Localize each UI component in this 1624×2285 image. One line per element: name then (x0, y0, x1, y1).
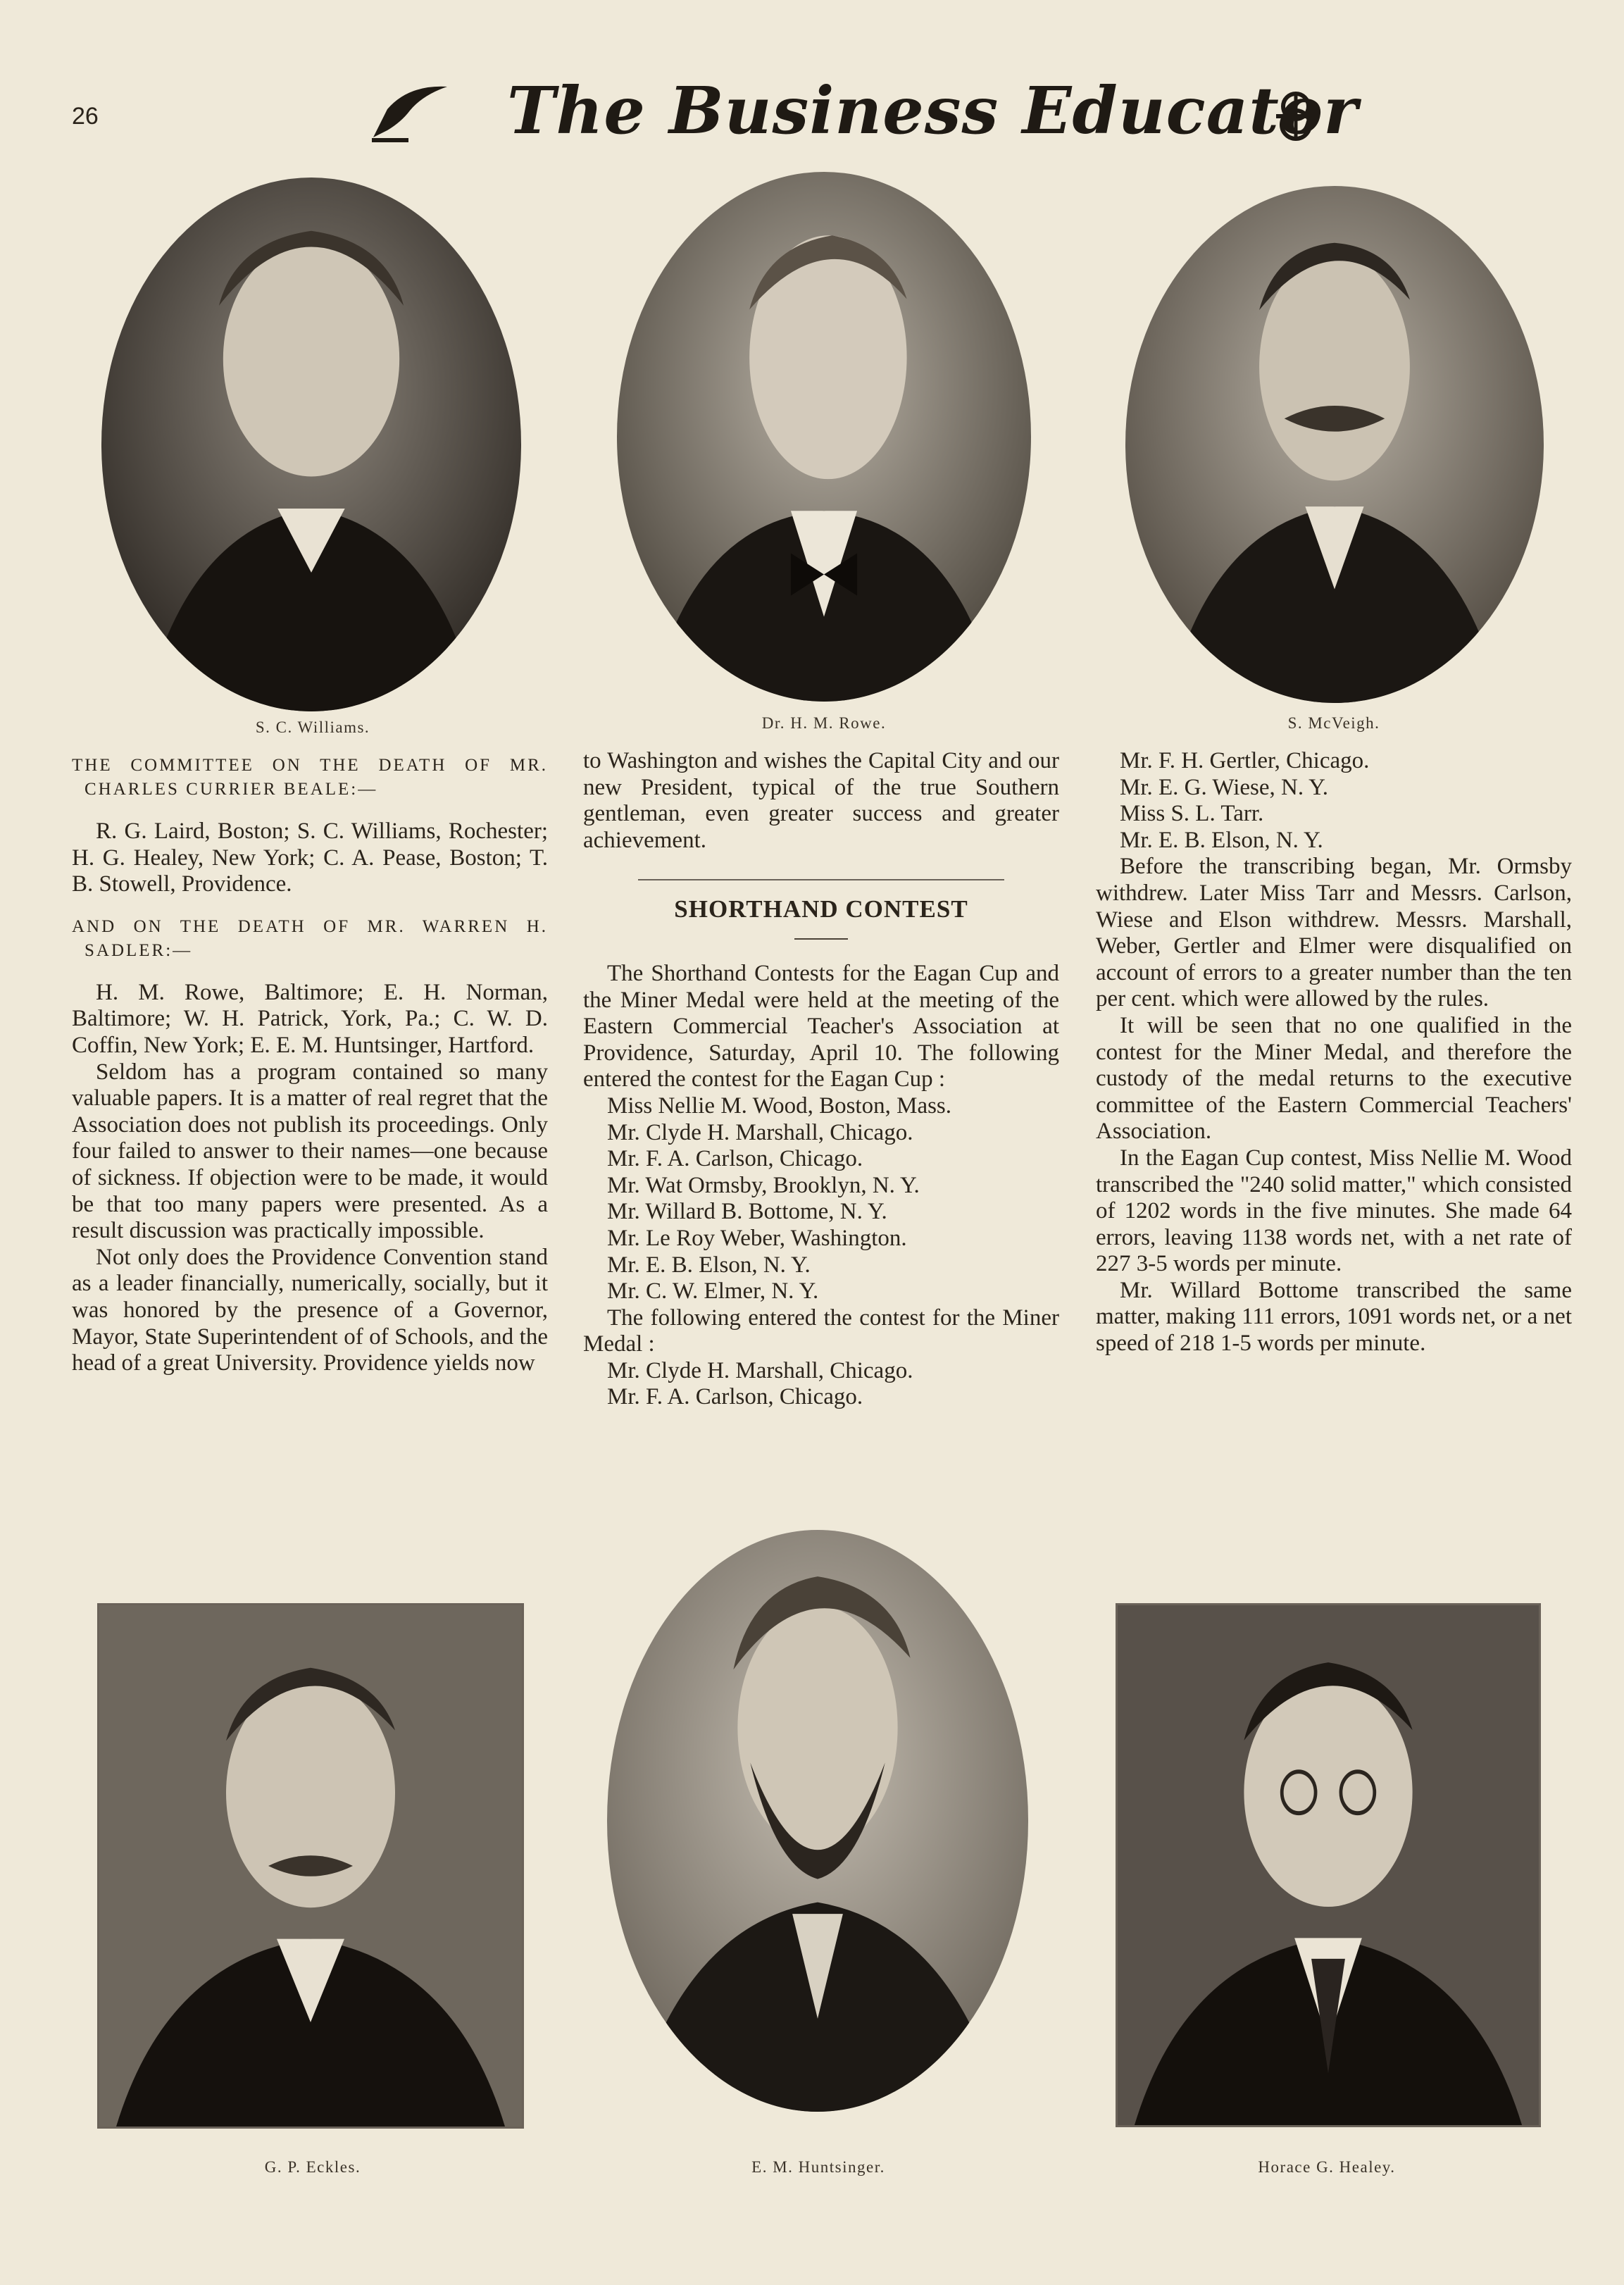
eagan-entrant: Mr. Le Roy Weber, Washington. (607, 1225, 907, 1251)
quill-icon (366, 81, 451, 144)
committee-heading-sadler: AND ON THE DEATH OF MR. WARREN H. SADLER:— (72, 916, 548, 960)
page-number: 26 (72, 103, 99, 130)
article-column-left (72, 754, 548, 1377)
section-divider (638, 879, 1004, 880)
eagan-entrant: Mr. Clyde H. Marshall, Chicago. (607, 1119, 913, 1145)
paragraph-bottome-result: Mr. Willard Bottome transcribed the same matter, making 111 errors, 1091 words net, or a net speed of 218 1-5 words per minute. (1096, 1277, 1572, 1357)
committee-heading-beale: THE COMMITTEE ON THE DEATH OF MR. CHARLES CURRIER BEALE:— (72, 756, 548, 799)
right-entrant: Miss S. L. Tarr. (1120, 801, 1264, 827)
section-heading: SHORTHAND CONTEST (674, 895, 968, 923)
paragraph-eagan-result: In the Eagan Cup contest, Miss Nellie M. Wood transcribed the "240 solid matter," which consisted of 1202 words in the five minutes. She made 64 errors, leaving 1138 words net, with a net rate of 227 3-5 words per minute. (1096, 1145, 1572, 1277)
right-entrant: Mr. E. G. Wiese, N. Y. (1120, 774, 1328, 800)
article-column-middle (583, 748, 1059, 1411)
paragraph-providence: Not only does the Providence Convention stand as a leader financially, numerically, socially, but it was honored by the presence of a Governor, Mayor, State Superintendent of of Schools, and the head of a great University. Providence yields now (72, 1244, 548, 1376)
eagan-entrant: Mr. Wat Ormsby, Brooklyn, N. Y. (607, 1172, 920, 1198)
portrait-williams (101, 178, 521, 711)
committee-members-sadler: H. M. Rowe, Baltimore; E. H. Norman, Baltimore; W. H. Patrick, York, Pa.; C. W. D. Coffin, New York; E. E. M. Huntsinger, Hartford. (72, 979, 548, 1058)
paragraph-withdrawals: Before the transcribing began, Mr. Ormsby withdrew. Later Miss Tarr and Messrs. Carlson, Wiese and Elson withdrew. Messrs. Marshall, Weber, Gertler and Elmer were disqualified on account of errors to a greater number than the ten per cent. which were allowed by the rules. (1096, 854, 1572, 1012)
portrait-eckles (97, 1603, 524, 2129)
caption-healey: Horace G. Healey. (1258, 2158, 1396, 2176)
right-entrant: Mr. F. H. Gertler, Chicago. (1120, 748, 1370, 773)
masthead-title: The Business Educator (507, 73, 1358, 149)
eagan-entrant: Mr. F. A. Carlson, Chicago. (607, 1146, 863, 1172)
eagan-entrant: Mr. E. B. Elson, N. Y. (607, 1252, 811, 1278)
paragraph-program: Seldom has a program contained so many valuable papers. It is a matter of real regret that the Association does not publish its proceedings. Only four failed to answer to their names—one because of sickness. If objection were to be made, it would be that too many papers were presented. As a result discussion was practically impossible. (72, 1059, 548, 1244)
eagan-entrant: Mr. Willard B. Bottome, N. Y. (607, 1199, 887, 1225)
eagan-entrant: Miss Nellie M. Wood, Boston, Mass. (607, 1092, 952, 1119)
article-column-right (1096, 748, 1572, 1357)
caption-williams: S. C. Williams. (255, 718, 370, 736)
caption-eckles: G. P. Eckles. (264, 2158, 361, 2176)
emblem-icon (1268, 87, 1324, 143)
masthead (366, 67, 1358, 151)
caption-mcveigh: S. McVeigh. (1287, 714, 1380, 732)
portrait-healey (1116, 1603, 1541, 2127)
paragraph-miner-intro: The following entered the contest for the Miner Medal : (583, 1305, 1059, 1357)
caption-huntsinger: E. M. Huntsinger. (751, 2158, 885, 2176)
committee-members-beale: R. G. Laird, Boston; S. C. Williams, Rochester; H. G. Healey, New York; C. A. Pease, Boston; T. B. Stowell, Providence. (72, 818, 548, 897)
portrait-huntsinger (607, 1530, 1028, 2112)
portrait-mcveigh (1125, 186, 1544, 703)
paragraph-contest-intro: The Shorthand Contests for the Eagan Cup and the Miner Medal were held at the meeting of the Eastern Commercial Teacher's Association at Providence, Saturday, April 10. The following entered the contest for the Eagan Cup : (583, 960, 1059, 1092)
heading-rule (794, 938, 848, 940)
paragraph-washington: to Washington and wishes the Capital City and our new President, typical of the true Southern gentleman, even greater success and greater achievement. (583, 748, 1059, 853)
portrait-rowe (617, 172, 1031, 702)
paragraph-miner-result: It will be seen that no one qualified in the contest for the Miner Medal, and therefore the custody of the medal returns to the executive committee of the Eastern Commercial Teachers' Association. (1096, 1012, 1572, 1145)
right-entrant: Mr. E. B. Elson, N. Y. (1120, 827, 1323, 853)
miner-entrant: Mr. Clyde H. Marshall, Chicago. (607, 1357, 913, 1383)
miner-entrant: Mr. F. A. Carlson, Chicago. (607, 1384, 863, 1410)
caption-rowe: Dr. H. M. Rowe. (761, 714, 887, 732)
eagan-entrant: Mr. C. W. Elmer, N. Y. (607, 1278, 819, 1305)
